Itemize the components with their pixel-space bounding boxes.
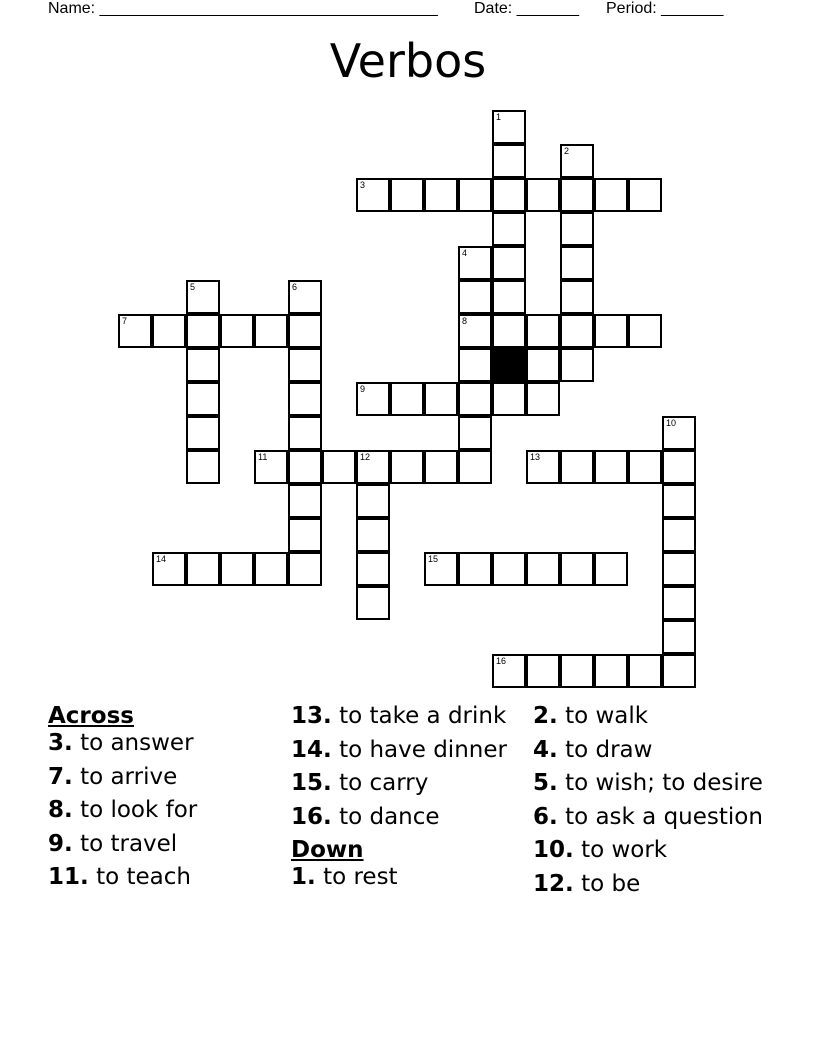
clue-number: 16 xyxy=(496,655,507,666)
crossword-cell[interactable] xyxy=(560,280,594,314)
crossword-cell[interactable] xyxy=(458,280,492,314)
crossword-cell[interactable] xyxy=(254,552,288,586)
crossword-cell[interactable] xyxy=(288,348,322,382)
clue-text: to teach xyxy=(96,864,191,890)
clue-item xyxy=(48,797,278,824)
clue-item xyxy=(533,837,763,864)
clue-text: to travel xyxy=(80,830,178,857)
clue-text: to look for xyxy=(80,797,198,823)
clue-item xyxy=(48,864,278,891)
crossword-cell[interactable] xyxy=(492,212,526,246)
crossword-cell[interactable] xyxy=(662,620,696,654)
crossword-cell[interactable] xyxy=(458,552,492,586)
clue-column-1 xyxy=(48,703,278,898)
crossword-cell[interactable] xyxy=(356,518,390,552)
clue-item xyxy=(291,804,516,831)
crossword-cell[interactable] xyxy=(186,416,220,450)
clue-num: 6. xyxy=(533,803,558,830)
crossword-cell[interactable] xyxy=(424,552,458,586)
across-heading: Across xyxy=(48,703,134,729)
clue-number: 15 xyxy=(428,553,439,564)
crossword-cell[interactable] xyxy=(492,246,526,280)
crossword-cell[interactable] xyxy=(356,382,390,416)
crossword-cell[interactable] xyxy=(186,552,220,586)
crossword-cell[interactable] xyxy=(526,552,560,586)
crossword-cell[interactable] xyxy=(288,382,322,416)
crossword-cell[interactable] xyxy=(152,314,186,348)
clue-num: 16. xyxy=(291,803,332,830)
crossword-cell[interactable] xyxy=(662,586,696,620)
crossword-cell[interactable] xyxy=(560,314,594,348)
clue-num: 9. xyxy=(48,830,73,857)
crossword-cell[interactable] xyxy=(458,178,492,212)
crossword-cell[interactable] xyxy=(628,314,662,348)
clue-num: 7. xyxy=(48,763,73,790)
crossword-cell[interactable] xyxy=(288,314,322,348)
crossword-cell[interactable] xyxy=(356,552,390,586)
crossword-cell[interactable] xyxy=(662,654,696,688)
crossword-cell[interactable] xyxy=(628,178,662,212)
clue-item xyxy=(291,770,516,797)
clue-text: to arrive xyxy=(80,763,178,790)
crossword-cell[interactable] xyxy=(492,552,526,586)
crossword-cell[interactable] xyxy=(492,110,526,144)
crossword-cell[interactable] xyxy=(662,416,696,450)
clue-text: to take a drink xyxy=(339,703,507,729)
crossword-cell[interactable] xyxy=(254,314,288,348)
clue-item xyxy=(533,770,763,797)
crossword-cell[interactable] xyxy=(594,654,628,688)
clue-item xyxy=(533,871,763,898)
clue-num: 5. xyxy=(533,770,558,796)
crossword-cell[interactable] xyxy=(356,586,390,620)
clue-number: 4 xyxy=(462,247,468,258)
crossword-cell[interactable] xyxy=(458,314,492,348)
clue-item xyxy=(48,831,278,858)
clue-num: 8. xyxy=(48,797,73,823)
crossword-cell[interactable] xyxy=(458,348,492,382)
crossword-cell[interactable] xyxy=(356,178,390,212)
crossword-cell[interactable] xyxy=(220,314,254,348)
crossword-cell[interactable] xyxy=(526,348,560,382)
clue-text: to walk xyxy=(565,703,649,729)
clue-num: 15. xyxy=(291,770,332,796)
clue-item xyxy=(48,764,278,791)
clue-text: to dance xyxy=(339,803,440,830)
crossword-cell[interactable] xyxy=(390,382,424,416)
clue-text: to be xyxy=(581,870,641,897)
clue-item xyxy=(291,703,516,730)
crossword-cell[interactable] xyxy=(186,450,220,484)
clue-item xyxy=(48,730,278,757)
clue-item xyxy=(291,737,516,764)
clue-number: 6 xyxy=(292,281,298,292)
clue-num: 13. xyxy=(291,703,332,729)
crossword-cell[interactable] xyxy=(288,280,322,314)
crossword-cell[interactable] xyxy=(254,450,288,484)
crossword-cell[interactable] xyxy=(186,382,220,416)
crossword-cell[interactable] xyxy=(356,484,390,518)
crossword-cell[interactable] xyxy=(560,654,594,688)
crossword-cell[interactable] xyxy=(458,246,492,280)
clue-text: to have dinner xyxy=(339,736,507,763)
crossword-cell[interactable] xyxy=(526,654,560,688)
crossword-cell[interactable] xyxy=(492,144,526,178)
down-heading: Down xyxy=(291,837,364,863)
clue-column-2 xyxy=(291,703,516,898)
crossword-cell[interactable] xyxy=(118,314,152,348)
clue-number: 5 xyxy=(190,281,196,292)
clue-number: 8 xyxy=(462,315,468,326)
crossword-cell[interactable] xyxy=(186,314,220,348)
crossword-cell[interactable] xyxy=(356,450,390,484)
crossword-cell[interactable] xyxy=(594,552,628,586)
crossword-cell[interactable] xyxy=(288,416,322,450)
crossword-cell[interactable] xyxy=(492,314,526,348)
crossword-cell[interactable] xyxy=(526,314,560,348)
crossword-cell[interactable] xyxy=(424,178,458,212)
clue-number: 11 xyxy=(258,451,268,462)
crossword-cell[interactable] xyxy=(458,416,492,450)
crossword-cell[interactable] xyxy=(560,178,594,212)
crossword-cell[interactable] xyxy=(594,178,628,212)
clue-number: 3 xyxy=(360,179,366,190)
clue-num: 11. xyxy=(48,864,89,890)
clue-item xyxy=(291,864,516,891)
crossword-cell[interactable] xyxy=(390,178,424,212)
crossword-cell[interactable] xyxy=(560,348,594,382)
clue-text: to carry xyxy=(339,770,429,796)
crossword-cell[interactable] xyxy=(288,484,322,518)
clue-num: 1. xyxy=(291,864,316,890)
clue-text: to draw xyxy=(565,736,653,763)
crossword-cell[interactable] xyxy=(492,382,526,416)
clue-text: to ask a question xyxy=(565,803,763,830)
crossword-cell[interactable] xyxy=(628,450,662,484)
clue-text: to work xyxy=(581,837,668,863)
crossword-cell[interactable] xyxy=(288,450,322,484)
black-square xyxy=(492,348,526,382)
clue-num: 2. xyxy=(533,703,558,729)
crossword-cell[interactable] xyxy=(220,552,254,586)
clue-number: 2 xyxy=(564,145,570,156)
clue-number: 9 xyxy=(360,383,366,394)
crossword-cell[interactable] xyxy=(594,314,628,348)
clue-number: 14 xyxy=(156,553,167,564)
clue-number: 10 xyxy=(666,417,677,428)
clue-text: to rest xyxy=(323,864,398,890)
crossword-cell[interactable] xyxy=(560,144,594,178)
clue-item xyxy=(533,737,763,764)
date-field[interactable]: Date: _______ xyxy=(474,0,579,17)
crossword-cell[interactable] xyxy=(526,178,560,212)
crossword-cell[interactable] xyxy=(390,450,424,484)
crossword-cell[interactable] xyxy=(492,654,526,688)
clue-num: 14. xyxy=(291,736,332,763)
crossword-cell[interactable] xyxy=(288,518,322,552)
crossword-cell[interactable] xyxy=(594,450,628,484)
clue-num: 4. xyxy=(533,736,558,763)
crossword-cell[interactable] xyxy=(288,552,322,586)
crossword-cell[interactable] xyxy=(424,450,458,484)
crossword-cell[interactable] xyxy=(322,450,356,484)
crossword-cell[interactable] xyxy=(186,280,220,314)
crossword-cell[interactable] xyxy=(458,450,492,484)
crossword-cell[interactable] xyxy=(560,246,594,280)
crossword-cell[interactable] xyxy=(526,450,560,484)
crossword-cell[interactable] xyxy=(662,484,696,518)
crossword-cell[interactable] xyxy=(492,178,526,212)
clue-text: to answer xyxy=(80,730,194,756)
crossword-cell[interactable] xyxy=(526,382,560,416)
crossword-cell[interactable] xyxy=(424,382,458,416)
crossword-cell[interactable] xyxy=(628,654,662,688)
crossword-cell[interactable] xyxy=(560,552,594,586)
clue-text: to wish; to desire xyxy=(565,770,763,796)
crossword-cell[interactable] xyxy=(152,552,186,586)
clue-num: 3. xyxy=(48,730,73,756)
name-field[interactable]: Name: ______________________________________ xyxy=(48,0,438,17)
page-title: Verbos xyxy=(329,34,487,88)
clue-num: 10. xyxy=(533,837,574,863)
crossword-cell[interactable] xyxy=(492,280,526,314)
crossword-cell[interactable] xyxy=(662,518,696,552)
clue-item xyxy=(533,703,763,730)
clue-number: 13 xyxy=(530,451,541,462)
clue-number: 12 xyxy=(360,451,371,462)
crossword-cell[interactable] xyxy=(662,552,696,586)
crossword-cell[interactable] xyxy=(560,212,594,246)
period-field[interactable]: Period: _______ xyxy=(606,0,724,17)
crossword-cell[interactable] xyxy=(560,450,594,484)
crossword-cell[interactable] xyxy=(458,382,492,416)
crossword-cell[interactable] xyxy=(186,348,220,382)
clue-num: 12. xyxy=(533,870,574,897)
clue-number: 7 xyxy=(122,315,128,326)
clue-number: 1 xyxy=(496,111,502,122)
crossword-cell[interactable] xyxy=(662,450,696,484)
clue-item xyxy=(533,804,763,831)
clue-column-3 xyxy=(533,703,763,904)
